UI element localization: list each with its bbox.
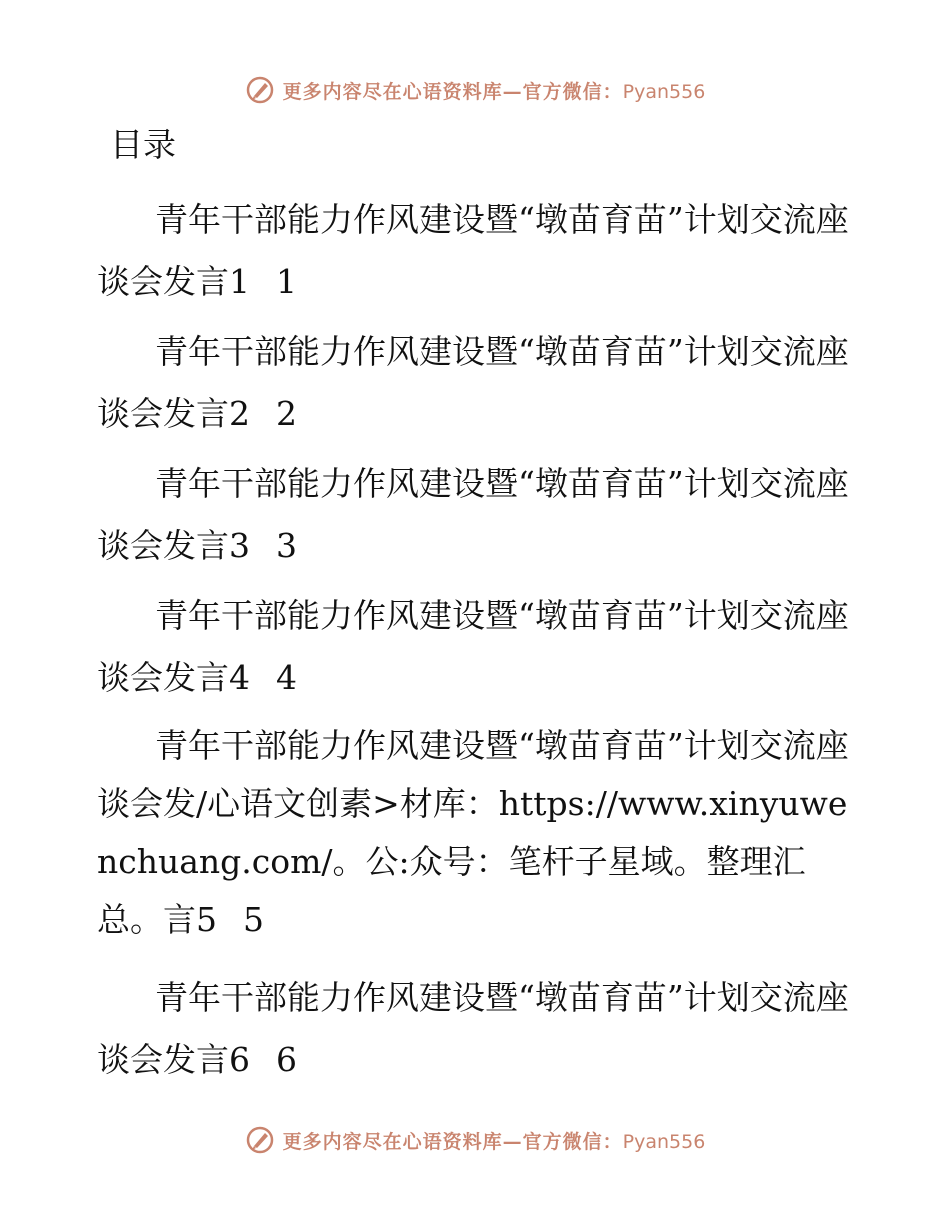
toc-entry-page: 1 bbox=[276, 262, 297, 301]
toc-entry[interactable] bbox=[97, 321, 857, 445]
toc-entry-page: 2 bbox=[276, 394, 297, 433]
footer-banner bbox=[0, 1120, 950, 1160]
toc-entry[interactable] bbox=[97, 717, 857, 949]
toc-entry[interactable] bbox=[97, 453, 857, 577]
toc-entry-title: 青年干部能力作风建设暨“墩苗育苗”计划交流座谈会发言3 bbox=[97, 464, 849, 565]
toc-entry-title: 青年干部能力作风建设暨“墩苗育苗”计划交流座谈会发言6 bbox=[97, 978, 849, 1079]
banner-text: 更多内容尽在心语资料库—官方微信：Pyan556 bbox=[282, 1130, 706, 1153]
toc-heading: 目录 bbox=[110, 125, 176, 164]
toc-entry-page: 6 bbox=[276, 1040, 297, 1079]
pen-circle-logo-icon bbox=[245, 1125, 275, 1155]
toc-entry-title: 青年干部能力作风建设暨“墩苗育苗”计划交流座谈会发言1 bbox=[97, 200, 849, 301]
toc-entry-title: 青年干部能力作风建设暨“墩苗育苗”计划交流座谈会发言2 bbox=[97, 332, 849, 433]
toc-entry[interactable] bbox=[97, 189, 857, 313]
toc-entry-page: 5 bbox=[243, 900, 264, 939]
toc-entry-page: 3 bbox=[276, 526, 297, 565]
pen-circle-logo-icon bbox=[245, 75, 275, 105]
toc-entry-title: 青年干部能力作风建设暨“墩苗育苗”计划交流座谈会发言4 bbox=[97, 596, 849, 697]
toc-entry-page: 4 bbox=[276, 658, 297, 697]
toc-entry[interactable] bbox=[97, 967, 857, 1091]
toc-entry[interactable] bbox=[97, 585, 857, 709]
toc-entry-title: 青年干部能力作风建设暨“墩苗育苗”计划交流座谈会发/心语文创素>材库：https://www.xinyuwenchuang.com/。公:众号：笔杆子星域。整理汇总。言5 bbox=[97, 726, 849, 939]
banner-text: 更多内容尽在心语资料库—官方微信：Pyan556 bbox=[282, 80, 706, 103]
header-banner bbox=[0, 70, 950, 110]
